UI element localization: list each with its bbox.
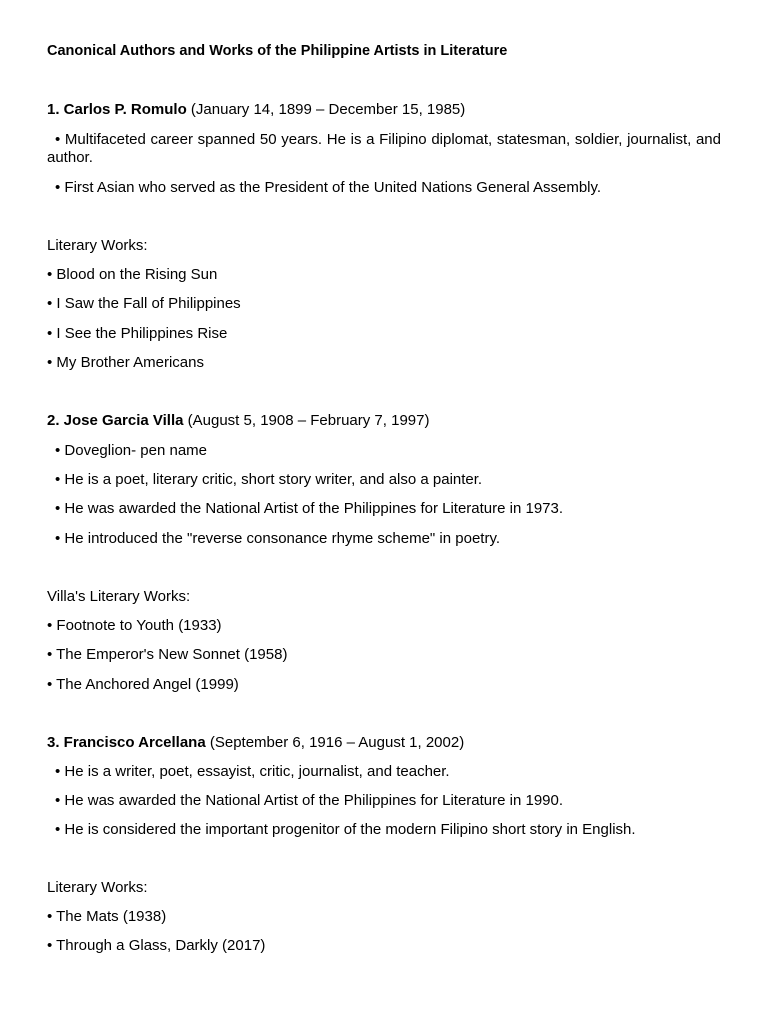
fact-item: • He introduced the "reverse consonance rhyme scheme" in poetry.: [55, 530, 501, 547]
document-title: Canonical Authors and Works of the Philippine Artists in Literature: [47, 43, 508, 59]
work-item: • I Saw the Fall of Philippines: [47, 295, 241, 312]
author-name: 2. Jose Garcia Villa: [47, 412, 184, 429]
author-dates: (January 14, 1899 – December 15, 1985): [186, 101, 466, 118]
work-item: • Blood on the Rising Sun: [47, 266, 218, 283]
fact-item: • First Asian who served as the President of the United Nations General Assembly.: [55, 179, 602, 196]
fact-item: • He is a poet, literary critic, short story writer, and also a painter.: [55, 471, 483, 488]
author-dates: (August 5, 1908 – February 7, 1997): [183, 412, 430, 429]
work-item: • The Mats (1938): [47, 908, 167, 925]
work-item: • Footnote to Youth (1933): [47, 617, 222, 634]
author-heading-villa: [47, 412, 721, 430]
fact-item: • Doveglion- pen name: [55, 442, 208, 459]
work-item: • The Emperor's New Sonnet (1958): [47, 646, 288, 663]
work-item: • My Brother Americans: [47, 354, 204, 371]
fact-item: • He was awarded the National Artist of the Philippines for Literature in 1973.: [55, 500, 564, 517]
works-label: Villa's Literary Works:: [47, 588, 191, 605]
work-item: • I See the Philippines Rise: [47, 325, 228, 342]
work-item: • Through a Glass, Darkly (2017): [47, 937, 266, 954]
works-label: Literary Works:: [47, 237, 148, 254]
fact-item: • He is considered the important progenitor of the modern Filipino short story in English.: [55, 821, 636, 838]
author-heading-romulo: [47, 101, 721, 119]
fact-item: • He is a writer, poet, essayist, critic, journalist, and teacher.: [55, 763, 450, 780]
fact-item: • Multifaceted career spanned 50 years. He is a Filipino diplomat, statesman, soldier, journalist, and author.: [47, 131, 721, 166]
work-item: • The Anchored Angel (1999): [47, 676, 239, 693]
fact-item: • He was awarded the National Artist of the Philippines for Literature in 1990.: [55, 792, 564, 809]
author-name: 3. Francisco Arcellana: [47, 734, 206, 751]
author-heading-arcellana: [47, 734, 721, 752]
works-label: Literary Works:: [47, 879, 148, 896]
author-name: 1. Carlos P. Romulo: [47, 101, 187, 118]
author-dates: (September 6, 1916 – August 1, 2002): [205, 734, 465, 751]
